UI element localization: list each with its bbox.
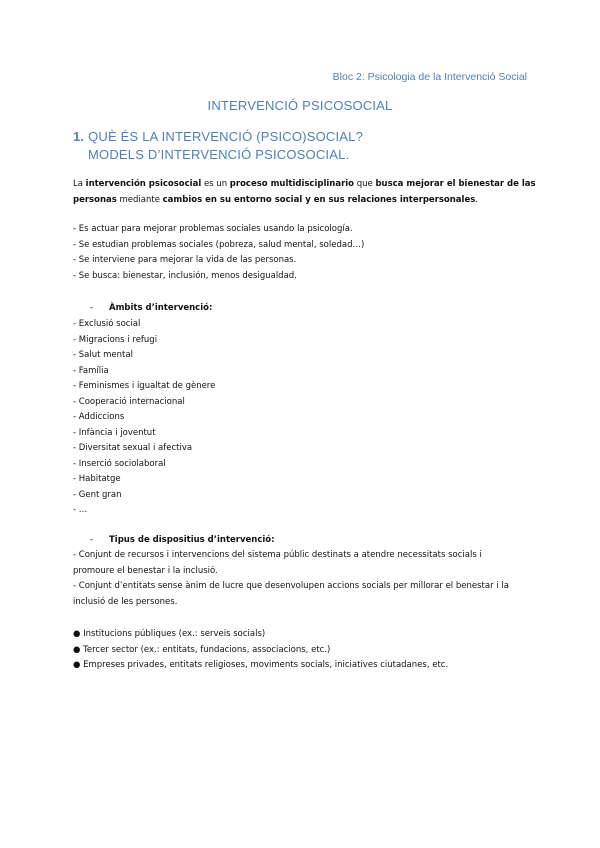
tipus-line: promoure el benestar i la inclusió. (73, 565, 218, 576)
list-item: - Feminismes i igualtat de gènere (73, 381, 216, 391)
intro-run-bold: personas (73, 194, 117, 205)
tipus-heading-text: Tipus de dispositius d’intervenció: (109, 535, 275, 545)
tipus-line: inclusió de les persones. (73, 596, 178, 607)
list-item: - Infància i joventut (73, 427, 156, 438)
list-item: - Inserció sociolaboral (73, 458, 166, 469)
intro-paragraph (73, 177, 536, 208)
section-number: 1. (73, 129, 85, 144)
intro-line-2 (73, 193, 536, 209)
bullet-item: ● Empreses privades, entitats religioses, moviments socials, iniciatives ciutadanes, etc. (73, 660, 449, 670)
document-title: INTERVENCIÓ PSICOSOCIAL (207, 98, 393, 113)
intro-run-bold: cambios en su entorno social y en sus relaciones interpersonales (162, 194, 476, 205)
intro-run: mediante (116, 194, 163, 205)
ambits-list (73, 317, 215, 519)
list-item: - Migracions i refugi (73, 334, 158, 345)
intro-run-bold: busca mejorar el bienestar de las (375, 179, 536, 189)
list-item: - Salut mental (73, 350, 133, 360)
intro-run: . (475, 194, 478, 205)
tipus-paragraph (73, 548, 509, 610)
running-header: Bloc 2: Psicologia de la Intervenció Social (332, 71, 527, 83)
intro-run-bold: proceso multidisciplinario (229, 179, 355, 189)
section-title-line2: MODELS D’INTERVENCIÓ PSICOSOCIAL. (88, 147, 350, 162)
heading-dash: - (90, 303, 94, 313)
summary-line: - Se interviene para mejorar la vida de las personas. (73, 255, 297, 265)
list-item: - Addiccions (73, 412, 125, 422)
bullet-item: ● Institucions públiques (ex.: serveis socials) (73, 629, 266, 639)
list-item: - Cooperació internacional (73, 396, 185, 407)
list-item: - Habitatge (73, 474, 121, 484)
intro-run: es un (201, 179, 230, 189)
ambits-heading-text: Àmbits d’intervenció: (109, 303, 213, 313)
tipus-heading (90, 533, 275, 549)
summary-line: - Se busca: bienestar, inclusión, menos desigualdad. (73, 270, 297, 281)
summary-list (73, 222, 364, 284)
intro-run-bold: intervención psicosocial (85, 179, 202, 189)
list-item: - Gent gran (73, 489, 122, 500)
section-title-line1: QUÈ ÉS LA INTERVENCIÓ (PSICO)SOCIAL? (88, 129, 364, 144)
summary-line: - Se estudian problemas sociales (pobreza, salud mental, soledad…) (73, 239, 365, 250)
summary-line: - Es actuar para mejorar problemas sociales usando la psicología. (73, 224, 353, 234)
ambits-heading (90, 301, 212, 317)
intro-run: que (354, 179, 376, 189)
heading-dash: - (90, 535, 94, 545)
list-item: - Diversitat sexual i afectiva (73, 443, 193, 453)
bullet-item: ● Tercer sector (ex.: entitats, fundacions, associacions, etc.) (73, 644, 331, 655)
tipus-line: - Conjunt d’entitats sense ànim de lucre que desenvolupen accions socials per millorar el benestar i la (73, 581, 509, 591)
list-item: - Exclusió social (73, 319, 141, 329)
list-item: - Família (73, 365, 109, 376)
list-item: - … (73, 505, 88, 515)
tipus-line: - Conjunt de recursos i intervencions del sistema públic destinats a atendre necessitats socials i (73, 550, 482, 560)
bullet-list (73, 627, 448, 674)
intro-line-1 (73, 177, 536, 193)
intro-run: La (73, 179, 86, 189)
section-heading (73, 128, 363, 164)
